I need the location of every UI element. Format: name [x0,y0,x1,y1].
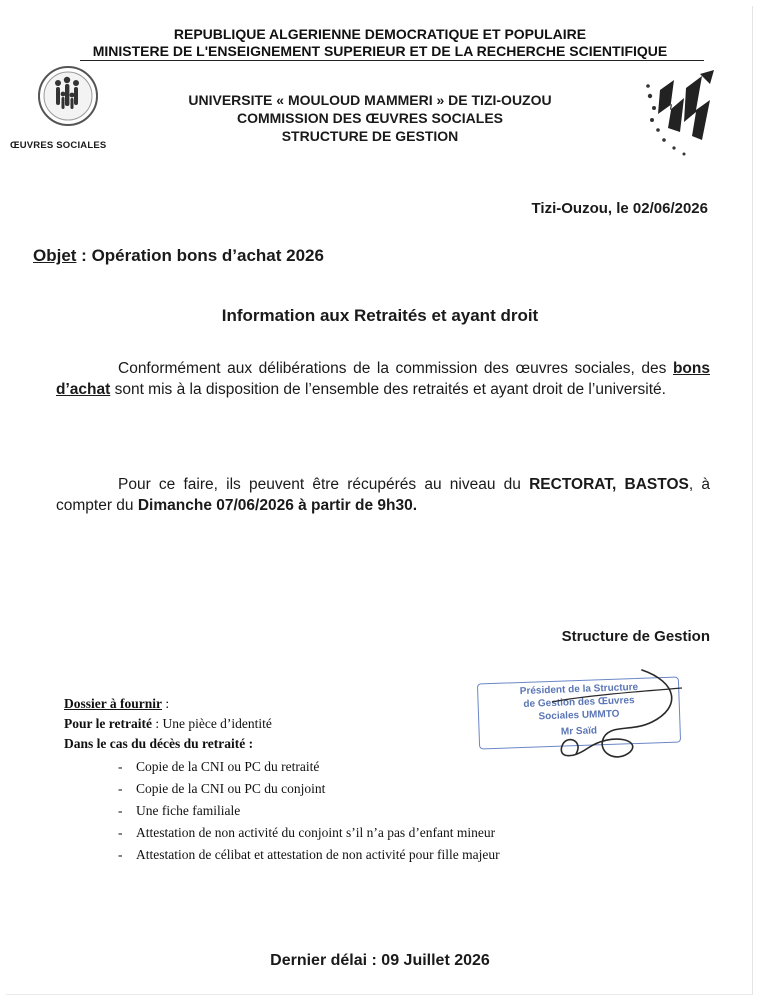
stamp-line-4: Mr Saïd [560,725,598,738]
paragraph-2-text-a: Pour ce faire, ils peuvent être récupérés au niveau du [118,476,530,493]
paragraph-1-text-a: Conformément aux délibérations de la commission des œuvres sociales, des [118,360,673,377]
paragraph-1 [56,358,710,400]
subject-label: Objet [33,246,77,265]
official-stamp [472,668,702,764]
people-group-icon [36,64,100,128]
paragraph-1-text-b: sont mis à la disposition de l’ensemble des retraités et ayant droit de l’université. [110,381,666,398]
retraite-value: : Une pièce d’identité [151,716,272,731]
oeuvres-sociales-logo [36,64,100,128]
stamp-line-3: Sociales UMMTO [538,708,620,723]
paragraph-2-start-date: Dimanche 07/06/2026 à partir de 9h30. [137,497,418,514]
information-title: Information aux Retraités et ayant droit [221,306,539,325]
list-item: - Copie de la CNI ou PC du retraité [118,756,500,778]
signature-title: Structure de Gestion [561,628,710,645]
required-documents [64,694,500,866]
paragraph-1-emphasis: bons d’achat [56,360,710,398]
handwritten-signature [492,662,702,772]
dossier-title-suffix: : [162,696,170,711]
subject-separator: : [76,246,92,265]
commission-name: COMMISSION DES ŒUVRES SOCIALES [236,110,504,126]
header-republic: REPUBLIQUE ALGERIENNE DEMOCRATIQUE ET POPULAIRE [173,26,587,42]
stamp-line-2: de Gestion des Œuvres [523,695,635,710]
paragraph-2-text-b: , à compter du [56,476,710,514]
document-date: Tizi-Ouzou, le 02/06/2026 [531,200,708,217]
list-item: - Une fiche familiale [118,800,500,822]
document-list [64,756,500,866]
paragraph-2 [56,474,710,516]
deces-label: Dans le cas du décès du retraité : [64,736,254,751]
list-item: - Copie de la CNI ou PC du conjoint [118,778,500,800]
university-name: UNIVERSITE « MOULOUD MAMMERI » DE TIZI-OUZOU [188,92,552,108]
subject-line [33,246,324,266]
logo-caption: ŒUVRES SOCIALES [10,140,107,151]
header-ministry: MINISTERE DE L'ENSEIGNEMENT SUPERIEUR ET DE LA RECHERCHE SCIENTIFIQUE [92,43,668,59]
subject-text: Opération bons d’achat 2026 [91,246,324,265]
retraite-label: Pour le retraité [64,716,152,731]
structure-name: STRUCTURE DE GESTION [281,128,459,144]
university-logo [640,70,720,162]
header-underline [80,60,704,61]
university-emblem-icon [640,70,720,162]
stamp-line-1: Président de la Structure [519,681,639,698]
paragraph-2-location: RECTORAT, BASTOS [529,476,689,493]
list-item: - Attestation de célibat et attestation de non activité pour fille majeur [118,844,500,866]
deadline: Dernier délai : 09 Juillet 2026 [270,952,490,969]
list-item: - Attestation de non activité du conjoint s’il n’a pas d’enfant mineur [118,822,500,844]
dossier-title: Dossier à fournir [64,696,162,711]
